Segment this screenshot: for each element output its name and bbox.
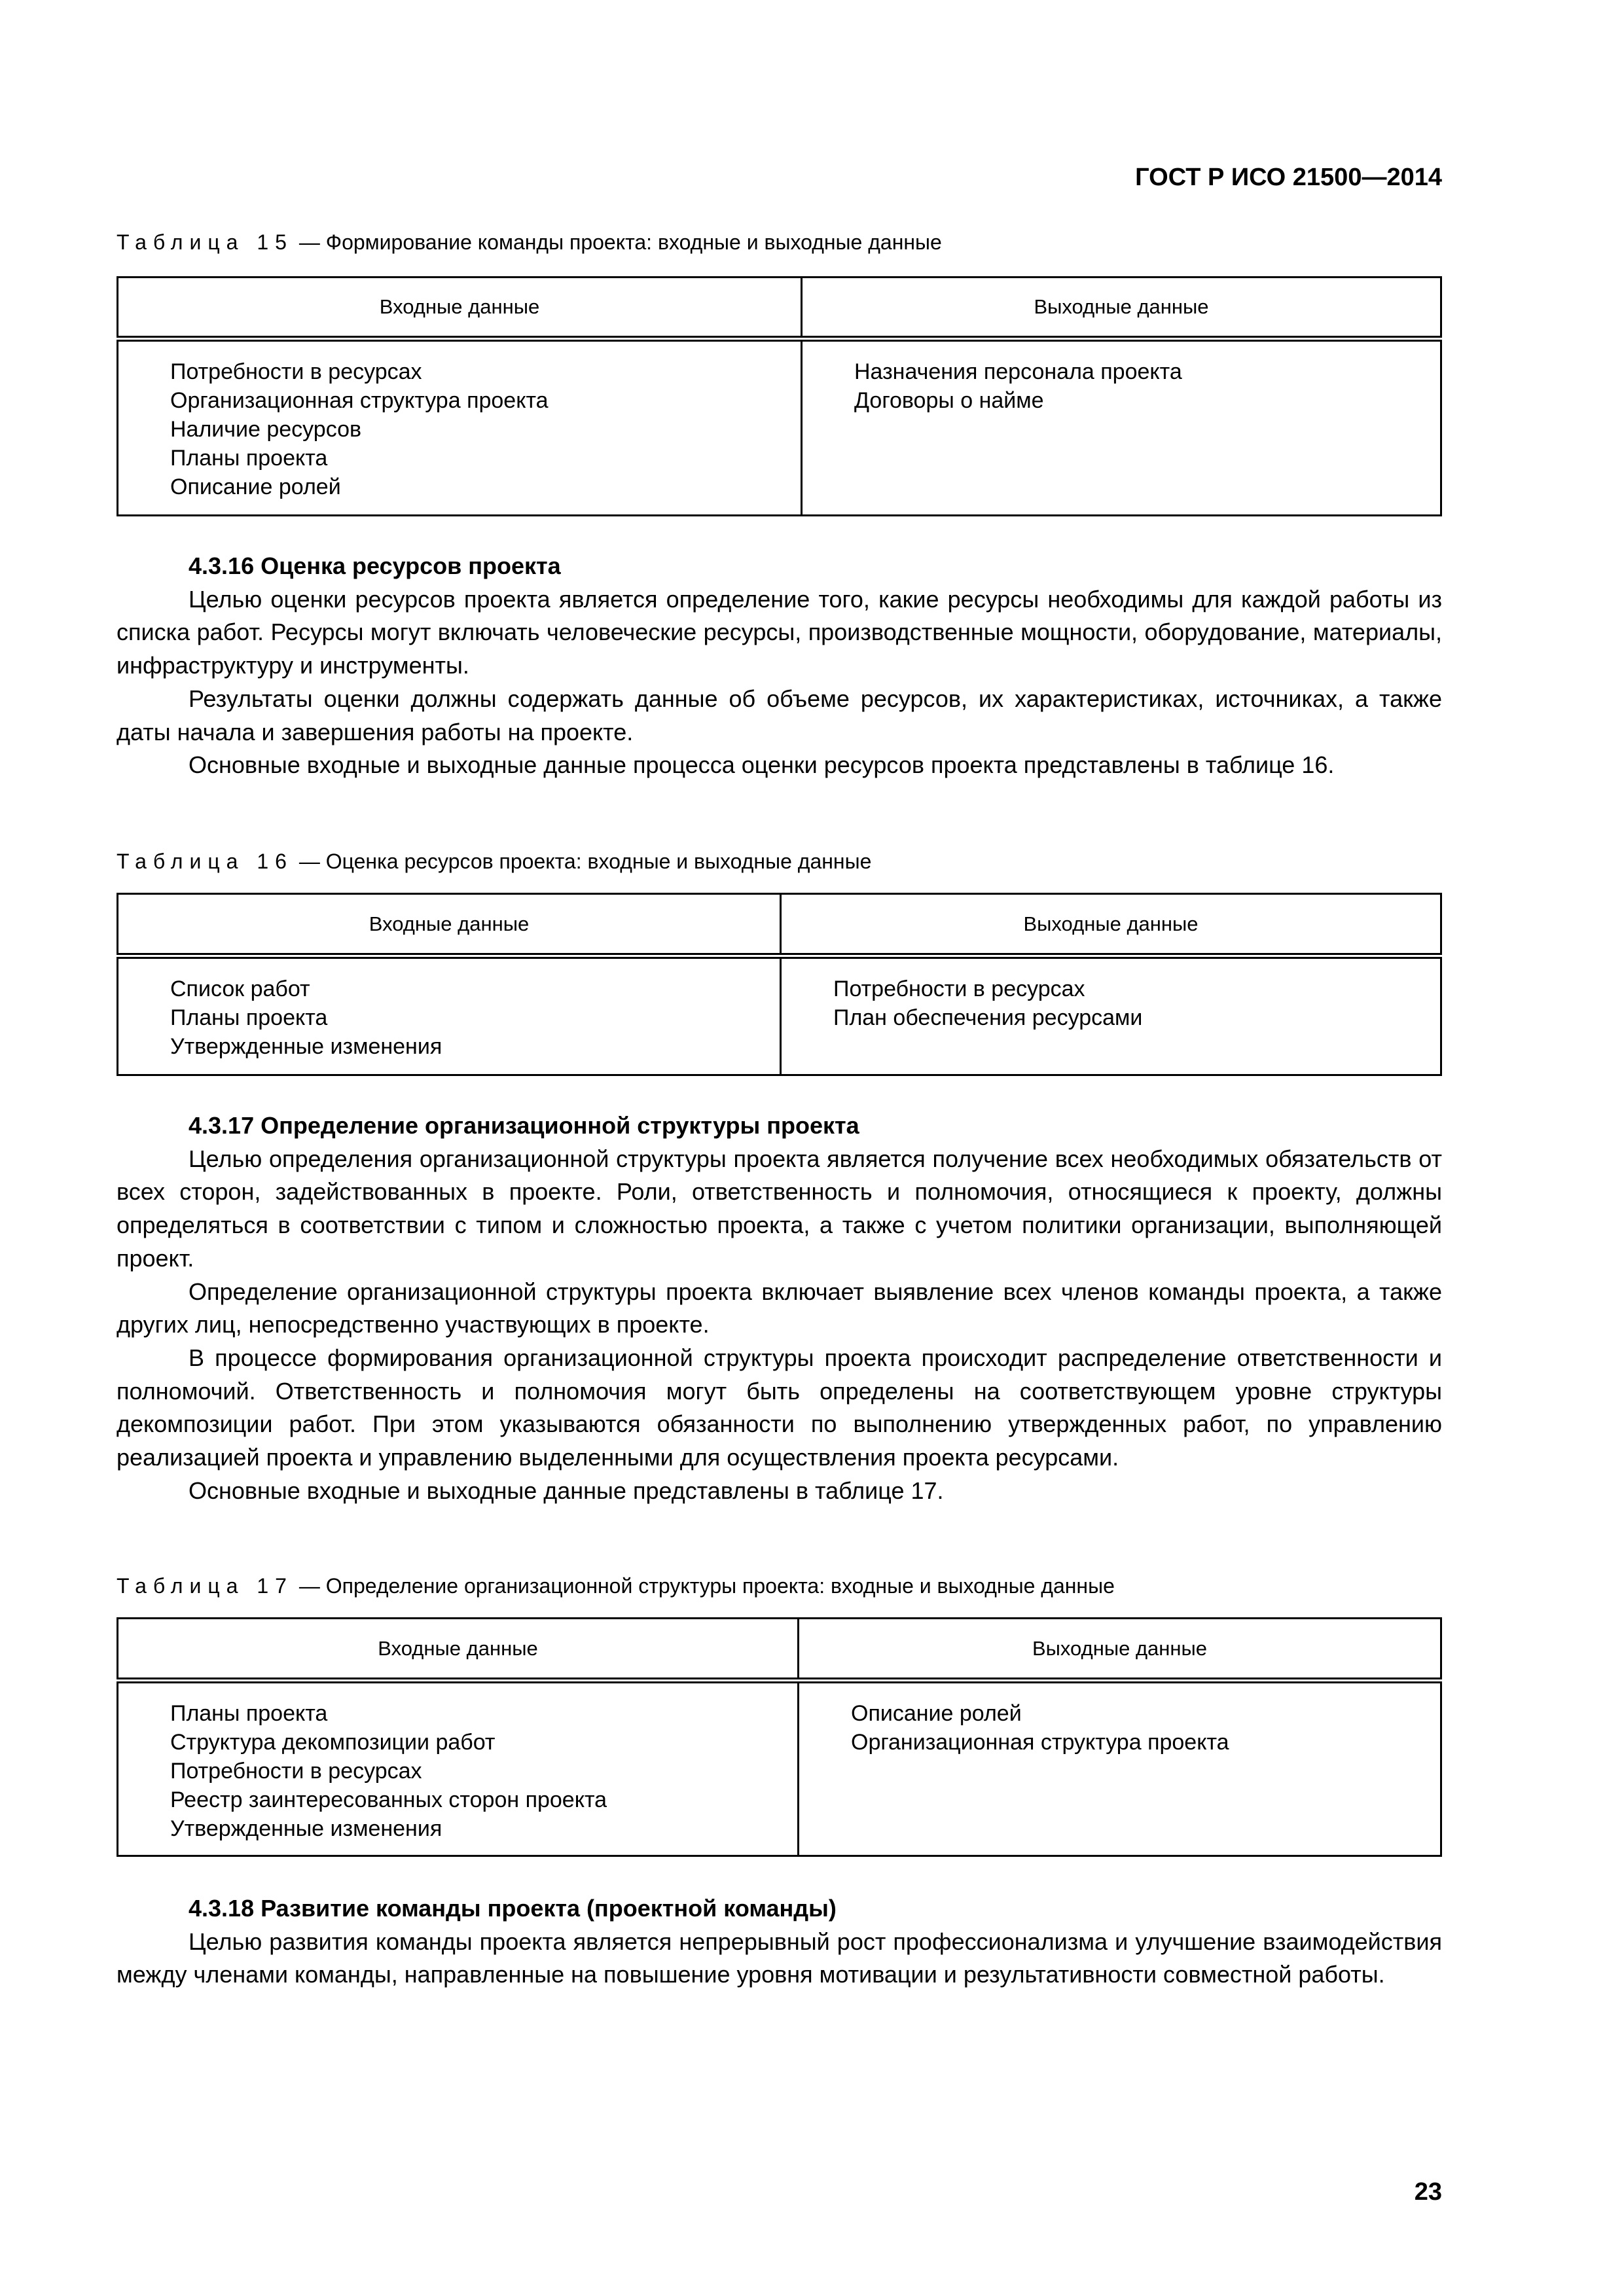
table-15	[117, 276, 1442, 516]
list-item: Описание ролей	[851, 1701, 1022, 1726]
inputs-cell	[118, 339, 802, 516]
list-item: Утвержденные изменения	[170, 1034, 442, 1059]
section-heading: 4.3.18 Развитие команды проекта (проектной команды)	[189, 1895, 837, 1922]
section-heading: 4.3.16 Оценка ресурсов проекта	[189, 552, 561, 579]
section-heading: 4.3.17 Определение организационной структуры проекта	[189, 1112, 859, 1139]
document-code: ГОСТ Р ИСО 21500—2014	[1135, 164, 1442, 191]
paragraph: Результаты оценки должны содержать данные об объеме ресурсов, их характеристиках, источниках, а также даты начала и завершения работы на проекте.	[117, 685, 1442, 745]
paragraph: В процессе формирования организационной структуры проекта происходит распределение ответственности и полномочий. Ответственность и полномочия могут быть определены на соответствующем уровне структуры декомпозиции работ. При этом указываются обязанности по выполнению утвержденных работ, по управлению реализацией проекта и управлению выделенными для осуществления проекта ресурсами.	[117, 1344, 1442, 1471]
list-item: Организационная структура проекта	[170, 388, 549, 413]
caption-title: — Оценка ресурсов проекта: входные и выходные данные	[298, 850, 872, 873]
list-item: Назначения персонала проекта	[854, 359, 1182, 384]
table-15-caption	[117, 230, 942, 255]
list-item: Наличие ресурсов	[170, 417, 362, 442]
section-4-3-17	[117, 1109, 1442, 1507]
list-item: Планы проекта	[170, 446, 328, 471]
inputs-cell	[118, 956, 781, 1075]
table-17	[117, 1617, 1442, 1857]
list-item: Описание ролей	[170, 475, 341, 499]
paragraph: Основные входные и выходные данные процесса оценки ресурсов проекта представлены в таблице 16.	[189, 751, 1335, 779]
list-item: Планы проекта	[170, 1005, 328, 1030]
list-item: Утвержденные изменения	[170, 1816, 442, 1841]
outputs-cell	[799, 1681, 1441, 1856]
list-item: Потребности в ресурсах	[170, 1759, 422, 1784]
outputs-cell	[781, 956, 1441, 1075]
list-item: План обеспечения ресурсами	[833, 1005, 1143, 1030]
list-item: Договоры о найме	[854, 388, 1044, 413]
table-17-caption	[117, 1574, 1115, 1598]
list-item: Потребности в ресурсах	[833, 977, 1085, 1001]
list-item: Структура декомпозиции работ	[170, 1730, 496, 1755]
column-header-outputs: Выходные данные	[802, 278, 1441, 339]
list-item: Организационная структура проекта	[851, 1730, 1229, 1755]
column-header-inputs: Входные данные	[118, 1619, 799, 1681]
paragraph: Целью определения организационной структуры проекта является получение всех необходимых обязательств от всех сторон, задействованных в проекте. Роли, ответственность и полномочия, относящиеся к проекту, должны определяться в соответствии с типом и сложностью проекта, а также с учетом политики организации, выполняющей проект.	[117, 1145, 1442, 1272]
section-4-3-16	[117, 550, 1442, 782]
table-16-caption	[117, 850, 871, 874]
inputs-cell	[118, 1681, 799, 1856]
section-4-3-18	[117, 1892, 1442, 1992]
table-16	[117, 893, 1442, 1076]
list-item: Список работ	[170, 977, 310, 1001]
paragraph: Определение организационной структуры проекта включает выявление всех членов команды проекта, а также других лиц, непосредственно участвующих в проекте.	[117, 1278, 1442, 1338]
page-number: 23	[1414, 2178, 1442, 2206]
caption-label: Таблица 15	[117, 230, 293, 254]
caption-title: — Определение организационной структуры проекта: входные и выходные данные	[298, 1574, 1115, 1598]
column-header-inputs: Входные данные	[118, 894, 781, 956]
caption-label: Таблица 16	[117, 850, 293, 873]
paragraph: Целью развития команды проекта является непрерывный рост профессионализма и улучшение взаимодействия между членами команды, направленные на повышение уровня мотивации и результативности совместной работы.	[117, 1928, 1442, 1988]
list-item: Планы проекта	[170, 1701, 328, 1726]
caption-title: — Формирование команды проекта: входные и выходные данные	[298, 230, 942, 254]
list-item: Реестр заинтересованных сторон проекта	[170, 1787, 607, 1812]
caption-label: Таблица 17	[117, 1574, 293, 1598]
paragraph: Основные входные и выходные данные представлены в таблице 17.	[189, 1477, 944, 1504]
column-header-outputs: Выходные данные	[799, 1619, 1441, 1681]
column-header-outputs: Выходные данные	[781, 894, 1441, 956]
list-item: Потребности в ресурсах	[170, 359, 422, 384]
column-header-inputs: Входные данные	[118, 278, 802, 339]
paragraph: Целью оценки ресурсов проекта является определение того, какие ресурсы необходимы для каждой работы из списка работ. Ресурсы могут включать человеческие ресурсы, производственные мощности, оборудование, материалы, инфраструктуру и инструменты.	[117, 585, 1442, 679]
outputs-cell	[802, 339, 1441, 516]
